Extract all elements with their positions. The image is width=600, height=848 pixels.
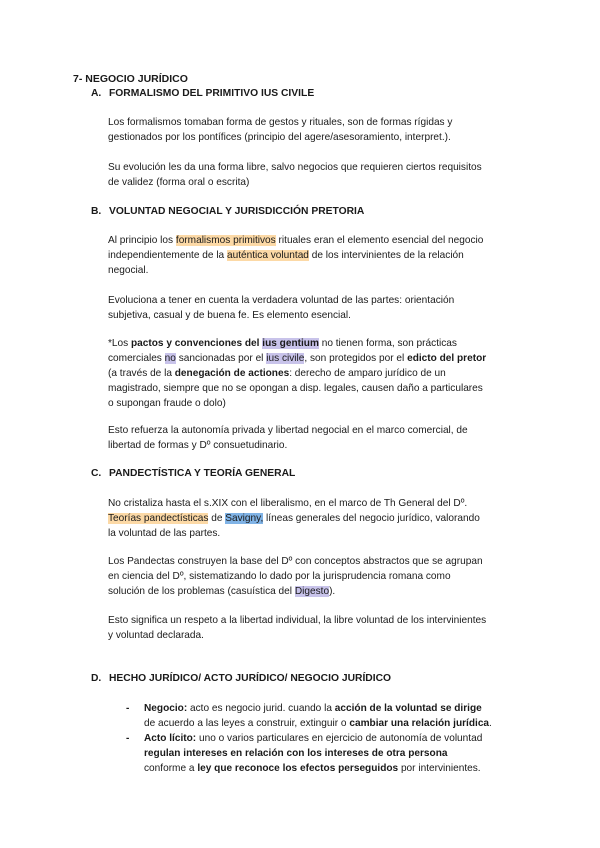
text-line: y voluntad declarada. <box>108 630 204 641</box>
text-line <box>108 366 538 381</box>
text-line: No cristaliza hasta el s.XIX con el liberalismo, en el marco de Th General del Dº. <box>108 498 468 509</box>
section-d-letter: D. <box>91 673 102 684</box>
section-b-title: VOLUNTAD NEGOCIAL Y JURISDICCIÓN PRETORIA <box>109 206 365 217</box>
text-run: independientemente de la <box>108 250 227 261</box>
bold-text: cambiar una relación jurídica <box>349 718 490 729</box>
highlight-blue: Savigny, <box>225 513 264 524</box>
text-run: no tienen forma, son prácticas <box>318 338 457 349</box>
text-run: de los intervinientes de la relación <box>308 250 464 261</box>
section-a-title: FORMALISMO DEL PRIMITIVO IUS CIVILE <box>109 88 315 99</box>
bold-text: denegación de actiones <box>174 368 290 379</box>
bold-text: ley que reconoce los efectos perseguidos <box>197 763 399 774</box>
highlight-orange: formalismos primitivos <box>175 235 276 246</box>
text-line <box>108 351 538 366</box>
section-c-paragraph-2 <box>108 554 538 599</box>
text-line: Los formalismos tomaban forma de gestos y rituales, son de formas rígidas y <box>108 117 453 128</box>
text-run: conforme a <box>144 763 198 774</box>
text-run: por intervinientes. <box>398 763 481 774</box>
text-run: acto es negocio jurid. cuando la <box>187 703 335 714</box>
text-line: en ciencia del Dº, sistematizando lo dado por la jurisprudencia romana como <box>108 571 451 582</box>
text-run: uno o varios particulares en ejercicio de autonomía de voluntad <box>196 733 483 744</box>
text-line: Su evolución les da una forma libre, salvo negocios que requieren ciertos requisitos <box>108 162 482 173</box>
text-run: , son protegidos por el <box>304 353 408 364</box>
section-b-paragraph-1 <box>108 233 538 278</box>
text-line <box>144 746 556 761</box>
section-c-title: PANDECTÍSTICA Y TEORÍA GENERAL <box>109 468 296 479</box>
text-run: de acuerdo a las leyes a construir, extinguir o <box>144 718 350 729</box>
text-line: libertad de formas y Dº consuetudinario. <box>108 440 288 451</box>
text-line: magistrado, siempre que no se opongan a disp. legales, causen daño a particulares <box>108 383 483 394</box>
text-run: ). <box>329 586 336 597</box>
section-a-letter: A. <box>91 88 102 99</box>
text-run: (a través de la <box>108 368 175 379</box>
list-item <box>126 701 556 731</box>
text-line <box>108 248 538 263</box>
highlight-orange: auténtica voluntad <box>226 250 309 261</box>
bold-text: Negocio: <box>144 703 188 714</box>
bold-text: edicto del pretor <box>407 353 487 364</box>
section-c-heading <box>91 468 295 479</box>
section-a-paragraph-2 <box>108 160 538 190</box>
text-line <box>144 731 556 746</box>
text-line: Esto significa un respeto a la libertad individual, la libre voluntad de los intervinientes <box>108 615 487 626</box>
section-c-paragraph-3 <box>108 613 538 643</box>
text-run: : derecho de amparo jurídico de un <box>289 368 446 379</box>
highlight-purple: no <box>164 353 176 364</box>
section-a-heading <box>91 88 314 99</box>
text-run: rituales eran el elemento esencial del negocio <box>275 235 484 246</box>
text-line: Evoluciona a tener en cuenta la verdadera voluntad de las partes: orientación <box>108 295 455 306</box>
highlight-orange: Teorías pandectísticas <box>108 513 209 524</box>
text-line <box>144 701 556 716</box>
list-item <box>126 731 556 776</box>
text-line <box>108 584 538 599</box>
text-line: la voluntad de las partes. <box>108 528 221 539</box>
section-a-paragraph-1 <box>108 115 538 145</box>
text-line: Los Pandectas construyen la base del Dº con conceptos abstractos que se agrupan <box>108 556 483 567</box>
text-run: comerciales <box>108 353 165 364</box>
text-line <box>108 511 538 526</box>
section-b-letter: B. <box>91 206 102 217</box>
bold-text: acción de la voluntad se dirige <box>334 703 482 714</box>
text-line <box>144 716 556 731</box>
text-line <box>108 233 538 248</box>
bullet-dash: - <box>126 733 130 744</box>
section-d-title: HECHO JURÍDICO/ ACTO JURÍDICO/ NEGOCIO JURÍDICO <box>109 673 392 684</box>
text-line: o supongan fraude o dolo) <box>108 398 226 409</box>
highlight-purple: ius civile <box>266 353 305 364</box>
text-run: líneas generales del negocio jurídico, valorando <box>263 513 480 524</box>
section-b-paragraph-4 <box>108 423 538 453</box>
text-line <box>108 336 538 351</box>
text-run: de <box>208 513 226 524</box>
section-b-paragraph-3 <box>108 336 538 411</box>
text-run: *Los <box>108 338 132 349</box>
section-c-letter: C. <box>91 468 102 479</box>
text-line: subjetiva, casual y de buena fe. Es elemento esencial. <box>108 310 351 321</box>
text-line: de validez (forma oral o escrita) <box>108 177 250 188</box>
bullet-dash: - <box>126 703 130 714</box>
highlight-purple: ius gentium <box>262 338 319 349</box>
text-run: . <box>489 718 492 729</box>
section-b-paragraph-2 <box>108 293 538 323</box>
text-line: negocial. <box>108 265 149 276</box>
section-d-heading <box>91 673 391 684</box>
text-line <box>144 761 556 776</box>
section-c-paragraph-1 <box>108 496 538 541</box>
section-d-list <box>126 701 556 776</box>
text-run: Al principio los <box>108 235 176 246</box>
bold-text: pactos y convenciones del <box>131 338 263 349</box>
bold-text: regulan intereses en relación con los intereses de otra persona <box>144 748 448 759</box>
highlight-purple: Digesto <box>294 586 330 597</box>
bold-text: Acto lícito: <box>144 733 197 744</box>
text-line: gestionados por los pontífices (principio del agere/asesoramiento, interpret.). <box>108 132 451 143</box>
page-title: 7- NEGOCIO JURÍDICO <box>73 73 188 85</box>
section-b-heading <box>91 206 364 217</box>
text-line: Esto refuerza la autonomía privada y libertad negocial en el marco comercial, de <box>108 425 468 436</box>
text-run: sancionadas por el <box>175 353 267 364</box>
text-run: solución de los problemas (casuística del <box>108 586 295 597</box>
